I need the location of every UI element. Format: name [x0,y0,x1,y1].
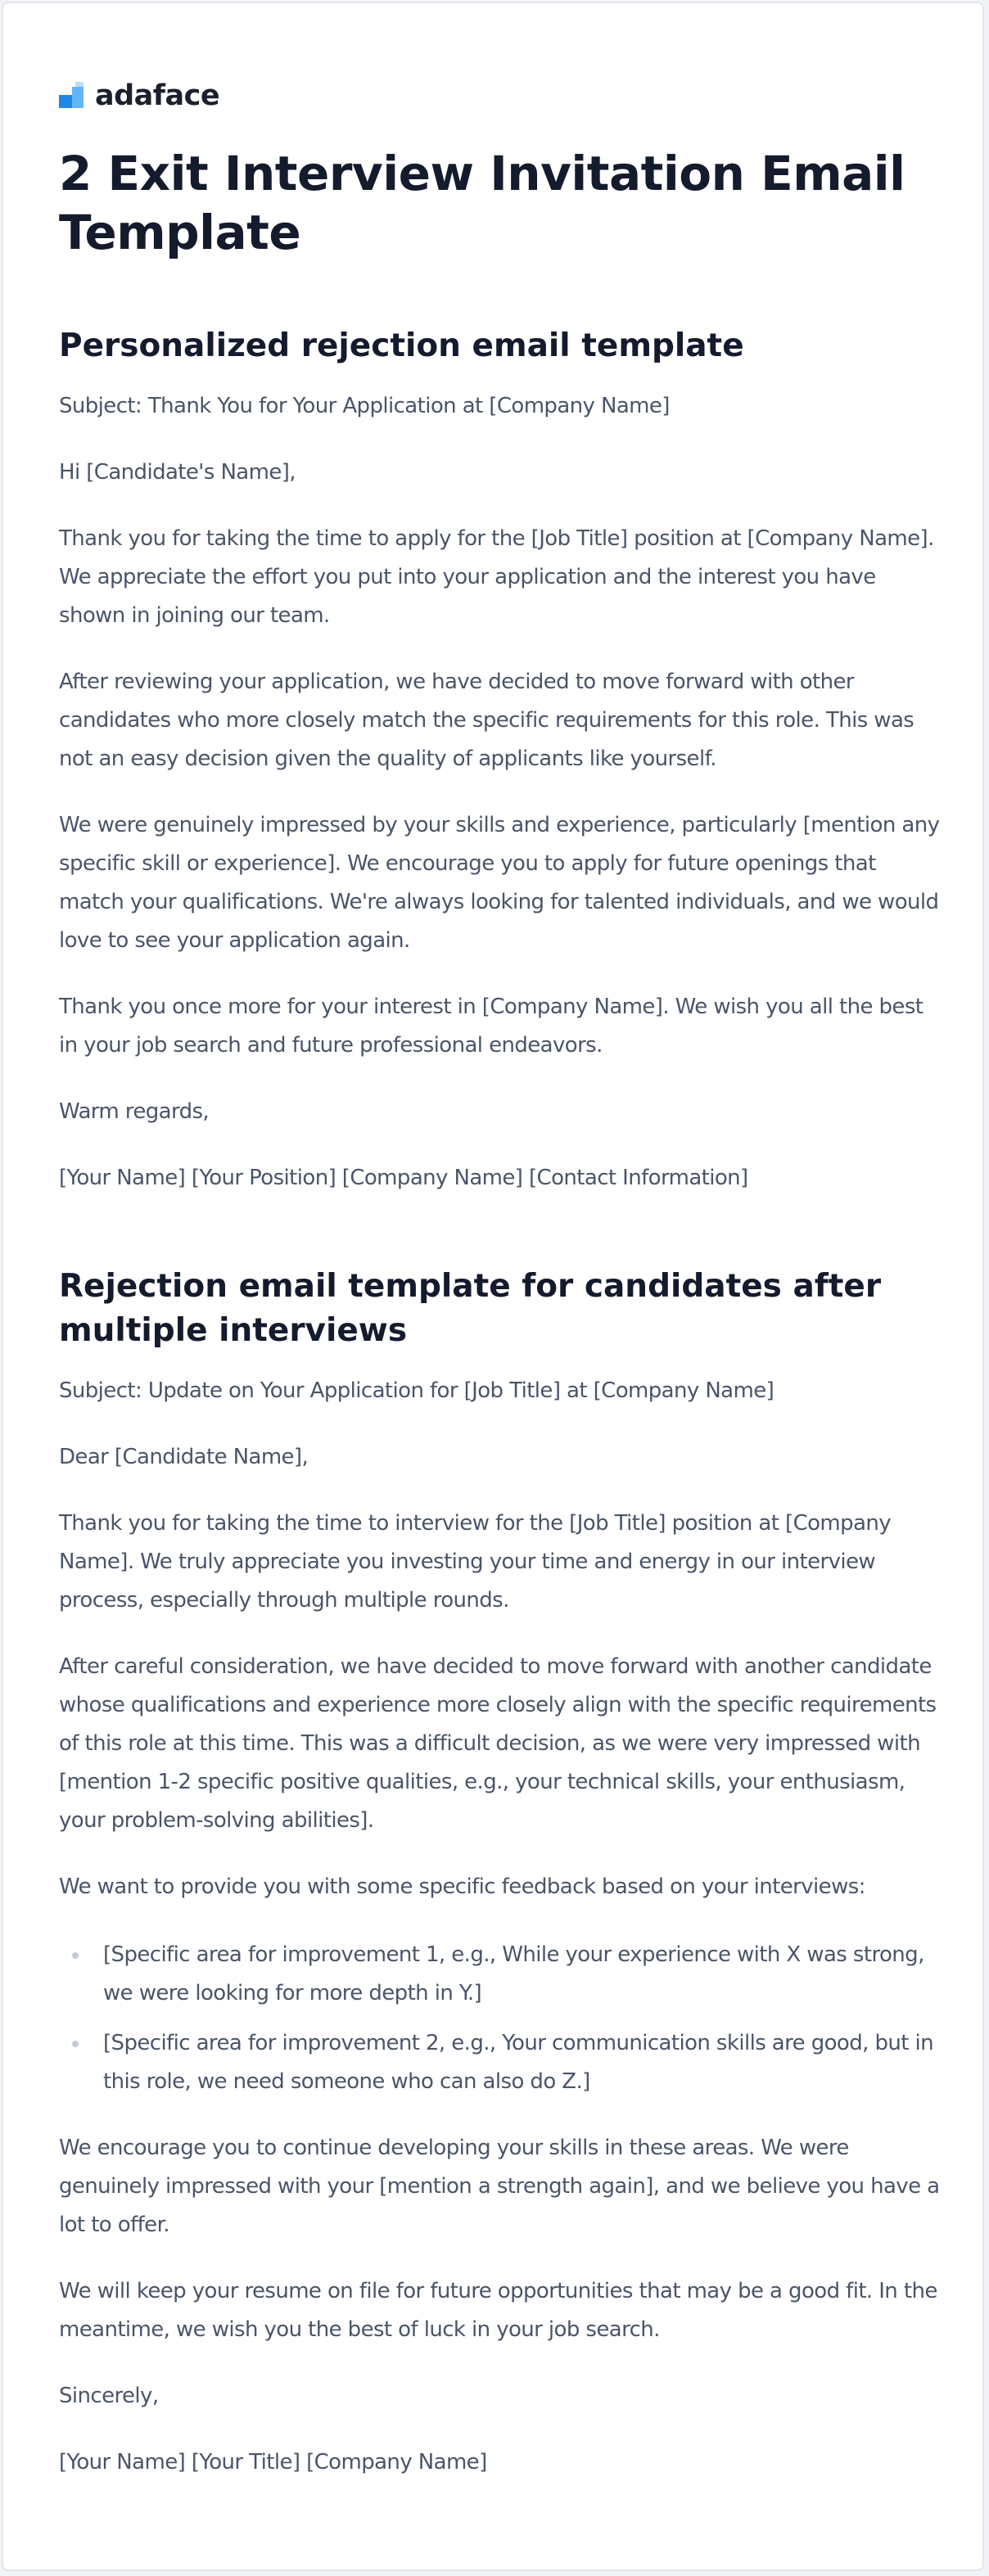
email-paragraph: We will keep your resume on file for future opportunities that may be a good fit. In the meantime, we wish you the best of luck in your job search. [59,2279,937,2342]
email-closing: Sincerely, [59,2384,159,2408]
email-signature: [Your Name] [Your Position] [Company Name] [Contact Information] [59,1166,748,1190]
email-paragraph: Thank you for taking the time to apply for the [Job Title] position at [Company Name]. We appreciate the effort you put into your application and the interest you have shown in joining our team. [59,526,934,628]
adaface-logo[interactable] [59,74,943,118]
email-signature: [Your Name] [Your Title] [Company Name] [59,2450,487,2474]
email-greeting: Dear [Candidate Name], [59,1445,309,1469]
logo-text: adaface [95,79,220,112]
article-content [59,74,943,2482]
template-section-multiple-interviews [59,1265,943,2482]
email-paragraph: After reviewing your application, we have decided to move forward with other candidates who more closely match the specific requirements for this role. This was not an easy decision given the quality of applicants like yourself. [59,670,914,771]
email-greeting: Hi [Candidate's Name], [59,460,296,485]
list-item [103,1936,943,2013]
list-item-text: [Specific area for improvement 1, e.g., While your experience with X was strong, we were looking for more depth in Y.] [103,1942,924,2005]
email-paragraph: Thank you once more for your interest in [Company Name]. We wish you all the best in your job search and future professional endeavors. [59,995,924,1058]
feedback-list [59,1936,943,2101]
email-paragraph: We were genuinely impressed by your skills and experience, particularly [mention any specific skill or experience]. We encourage you to apply for future openings that match your qualifications. We're always looking for talented individuals, and we would love to see your application again. [59,813,940,953]
page-title: 2 Exit Interview Invitation Email Template [59,146,905,260]
template-section-personalized [59,324,943,1198]
email-paragraph: Thank you for taking the time to interview for the [Job Title] position at [Company Name]. We truly appreciate you investing your time and energy in our interview process, especially through multiple rounds. [59,1511,892,1613]
email-closing: Warm regards, [59,1099,210,1124]
list-item [103,2024,943,2101]
section-heading: Personalized rejection email template [59,327,744,364]
list-item-text: [Specific area for improvement 2, e.g., Your communication skills are good, but in this role, we need someone who can also do Z.] [103,2031,934,2094]
bullet-icon [72,1952,79,1959]
email-subject: Subject: Update on Your Application for [Job Title] at [Company Name] [59,1378,774,1403]
email-subject: Subject: Thank You for Your Application at [Company Name] [59,394,670,418]
email-paragraph: We want to provide you with some specific feedback based on your interviews: [59,1874,865,1899]
adaface-logo-icon [59,82,87,110]
email-paragraph: After careful consideration, we have decided to move forward with another candidate whose qualifications and experience more closely align with the specific requirements of this role at this time. This was a difficult decision, as we were very impressed with [mention 1-2 specific positive qualities, e.g., your technical skills, your enthusiasm, your problem-solving abilities]. [59,1654,937,1833]
bullet-icon [72,2041,79,2047]
email-paragraph: We encourage you to continue developing your skills in these areas. We were genuinely impressed with your [mention a strength again], and we believe you have a lot to offer. [59,2136,940,2237]
email-template-card [2,2,984,2571]
section-heading: Rejection email template for candidates after multiple interviews [59,1268,882,1349]
